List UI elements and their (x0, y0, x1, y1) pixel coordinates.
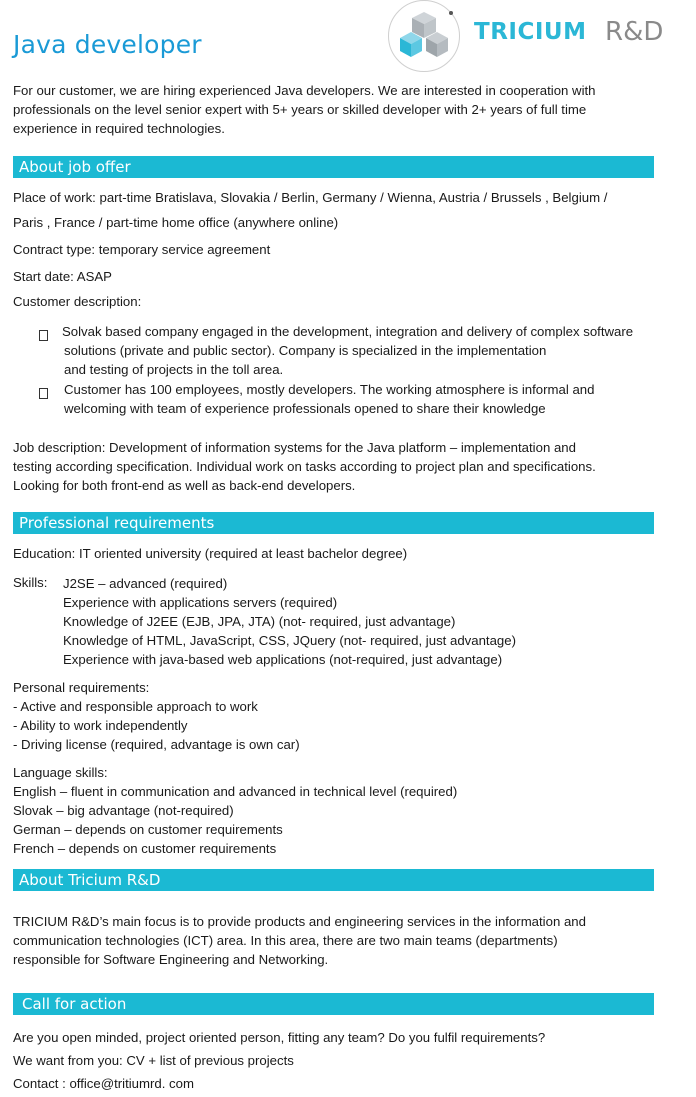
customer-bullet-2-line2: welcoming with team of experience professionals opened to share their knowledge (64, 401, 546, 416)
job-description-line: testing according specification. Individual work on tasks according to project plan and specifications. (13, 459, 596, 474)
contract-type: Contract type: temporary service agreement (13, 242, 271, 257)
intro-paragraph (13, 81, 596, 138)
logo-rd: R&D (605, 17, 664, 47)
section-about-job: About job offer (13, 156, 654, 178)
skill-item: Knowledge of J2EE (EJB, JPA, JTA) (not- required, just advantage) (63, 614, 456, 629)
personal-requirements-label: Personal requirements: (13, 680, 150, 695)
bullet-marker (39, 385, 48, 403)
bullet-box-icon (39, 330, 48, 341)
language-item: German – depends on customer requirements (13, 822, 283, 837)
education: Education: IT oriented university (required at least bachelor degree) (13, 546, 408, 561)
job-description-line: Looking for both front-end as well as back-end developers. (13, 478, 356, 493)
intro-line: experience in required technologies. (13, 121, 225, 136)
skill-item: J2SE – advanced (required) (63, 576, 228, 591)
skills-label: Skills: (13, 575, 48, 590)
bullet-marker (39, 327, 48, 345)
start-date: Start date: ASAP (13, 269, 112, 284)
skill-item: Experience with java-based web applications (not-required, just advantage) (63, 652, 503, 667)
skills-list (63, 574, 516, 669)
skill-item: Knowledge of HTML, JavaScript, CSS, JQuery (not- required, just advantage) (63, 633, 516, 648)
language-skills-label: Language skills: (13, 765, 108, 780)
logo-wordmark: TRICIUM (474, 19, 587, 45)
company-line: communication technologies (ICT) area. In this area, there are two main teams (departments) (13, 933, 558, 948)
company-paragraph (13, 912, 586, 969)
page-title: Java developer (13, 30, 202, 59)
company-line: responsible for Software Engineering and Networking. (13, 952, 329, 967)
personal-item: - Driving license (required, advantage is own car) (13, 737, 300, 752)
language-item: French – depends on customer requirements (13, 841, 277, 856)
bullet-box-icon (39, 388, 48, 399)
language-item: Slovak – big advantage (not-required) (13, 803, 234, 818)
customer-bullet-2-line1: Customer has 100 employees, mostly developers. The working atmosphere is informal and (64, 382, 595, 397)
intro-line: professionals on the level senior expert with 5+ years or skilled developer with 2+ years of full time (13, 102, 587, 117)
customer-bullet-1-line2: solutions (private and public sector). Company is specialized in the implementation (64, 343, 547, 358)
place-of-work-line2: Paris , France / part-time home office (anywhere online) (13, 215, 339, 230)
personal-item: - Active and responsible approach to work (13, 699, 258, 714)
customer-bullet-1-line1: Solvak based company engaged in the development, integration and delivery of complex software (62, 324, 634, 339)
company-line: TRICIUM R&D’s main focus is to provide products and engineering services in the information and (13, 914, 586, 929)
company-logo (386, 0, 686, 72)
job-description-line: Job description: Development of information systems for the Java platform – implementation and (13, 440, 576, 455)
personal-item: - Ability to work independently (13, 718, 188, 733)
section-call-for-action: Call for action (13, 993, 654, 1015)
skill-item: Experience with applications servers (required) (63, 595, 338, 610)
intro-line: For our customer, we are hiring experienced Java developers. We are interested in cooperation with (13, 83, 596, 98)
section-about-company: About Tricium R&D (13, 869, 654, 891)
place-of-work-line1: Place of work: part-time Bratislava, Slovakia / Berlin, Germany / Wienna, Austria / Brussels , Belgium / (13, 190, 608, 205)
section-professional-requirements: Professional requirements (13, 512, 654, 534)
customer-description-label: Customer description: (13, 294, 142, 309)
job-description (13, 438, 596, 495)
personal-requirements (13, 678, 300, 754)
call-question: Are you open minded, project oriented person, fitting any team? Do you fulfil requirements? (13, 1030, 546, 1045)
contact-email[interactable]: Contact : office@tritiumrd. com (13, 1076, 194, 1091)
call-want: We want from you: CV + list of previous projects (13, 1053, 294, 1068)
customer-bullet-1-line3: and testing of projects in the toll area. (64, 362, 284, 377)
language-item: English – fluent in communication and advanced in technical level (required) (13, 784, 458, 799)
cube-cluster-icon (396, 8, 454, 64)
language-skills (13, 763, 457, 858)
